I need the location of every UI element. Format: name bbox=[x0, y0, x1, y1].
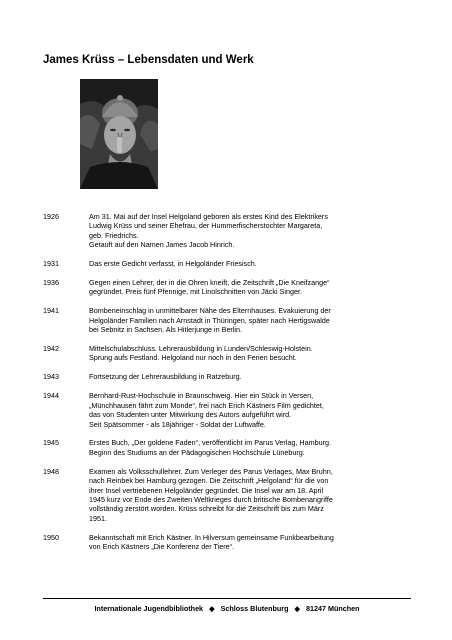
timeline-entry bbox=[43, 344, 403, 363]
timeline-entry bbox=[43, 212, 403, 250]
entry-year: 1943 bbox=[43, 372, 59, 382]
entry-text: Bernhard-Rust-Hochschule in Braunschweig. Hier ein Stück in Versen, „Münchhausen fährt zum Monde“, frei nach Erich Kästners Film gedichtet, das von Studenten unter Mitwirkung des Autors aufgeführt wird. Seit Spätsommer - als 18jähriger - Soldat der Luftwaffe. bbox=[89, 391, 324, 429]
page-title: James Krüss – Lebensdaten und Werk bbox=[43, 54, 254, 66]
entry-text: Mittelschulabschluss. Lehrerausbildung in Lunden/Schleswig-Holstein. Sprung aufs Festland. Helgoland nur noch in den Ferien besucht. bbox=[89, 344, 313, 363]
entry-text: Erstes Buch, „Der goldene Faden“, veröffentlicht im Parus Verlag, Hamburg. Beginn des Studiums an der Pädagogischen Hochschule Lüneburg. bbox=[89, 438, 331, 457]
entry-year: 1950 bbox=[43, 532, 59, 542]
entry-text: Examen als Volksschullehrer. Zum Verleger des Parus Verlages, Max Bruhn, nach Reinbek bei Hamburg gezogen. Die Zeitschrift „Helgoland“ für die von ihrer Insel vertriebenen Helgoländer gegründet. Die Insel war am 18. April 1945 kurz vor Ende des Zweiten Weltkrieges durch britische Bombenangriffe vollständig zerstört worden. Krüss schreibt für die Zeitschrift bis zum März 1951. bbox=[89, 466, 333, 523]
timeline-entry bbox=[43, 438, 403, 457]
entry-text: Bekanntschaft mit Erich Kästner. In Hilversum gemeinsame Funkbearbeitung von Erich Kästners „Die Konferenz der Tiere“. bbox=[89, 532, 334, 552]
timeline-entry bbox=[43, 467, 403, 523]
timeline-entry bbox=[43, 533, 403, 552]
timeline-entry bbox=[43, 306, 403, 334]
timeline-entry bbox=[43, 391, 403, 429]
diamond-separator-icon: ◆ bbox=[294, 604, 301, 613]
entry-year: 1944 bbox=[43, 391, 59, 401]
diamond-separator-icon: ◆ bbox=[209, 604, 215, 613]
entry-text: Am 31. Mai auf der Insel Helgoland geboren als erstes Kind des Elektrikers Ludwig Krüss und seiner Ehefrau, der Hummerfischerstochter Margareta, geb. Friedrichs. Getauft auf den Namen James Jacob Hinrich. bbox=[89, 212, 328, 250]
entry-text: Gegen einen Lehrer, der in die Ohren kneift, die Zeitschrift „Die Kneifzange“ gegründet. Preis fünf Pfennige, mit Linolschnitten von Jäcki Singer. bbox=[89, 278, 330, 297]
timeline-entry bbox=[43, 259, 403, 268]
page-footer bbox=[43, 604, 411, 613]
entry-year: 1942 bbox=[43, 344, 59, 354]
entry-year: 1936 bbox=[43, 278, 59, 288]
entry-text: Das erste Gedicht verfasst, in Helgoländer Friesisch. bbox=[89, 259, 257, 269]
biography-timeline bbox=[43, 212, 403, 551]
entry-text: Fortsetzung der Lehrerausbildung in Ratzeburg. bbox=[89, 372, 242, 382]
footer-castle: Schloss Blutenburg bbox=[220, 604, 289, 613]
footer-divider bbox=[43, 598, 411, 599]
entry-year: 1931 bbox=[43, 259, 59, 269]
entry-year: 1926 bbox=[43, 212, 59, 221]
entry-year: 1945 bbox=[43, 438, 59, 448]
footer-library: Internationale Jugendbibliothek bbox=[94, 604, 204, 613]
entry-year: 1948 bbox=[43, 466, 59, 476]
entry-text: Bombeneinschlag in unmittelbarer Nähe des Elternhauses. Evakuierung der Helgoländer Familien nach Arnstadt in Thüringen, später nach Hertigswalde bei Sebnitz in Sachsen. Als Hitlerjunge in Berlin. bbox=[89, 306, 331, 335]
footer-city: 81247 München bbox=[306, 604, 360, 613]
entry-year: 1941 bbox=[43, 306, 59, 316]
portrait-photo bbox=[80, 79, 158, 189]
timeline-entry bbox=[43, 372, 403, 381]
timeline-entry bbox=[43, 278, 403, 297]
